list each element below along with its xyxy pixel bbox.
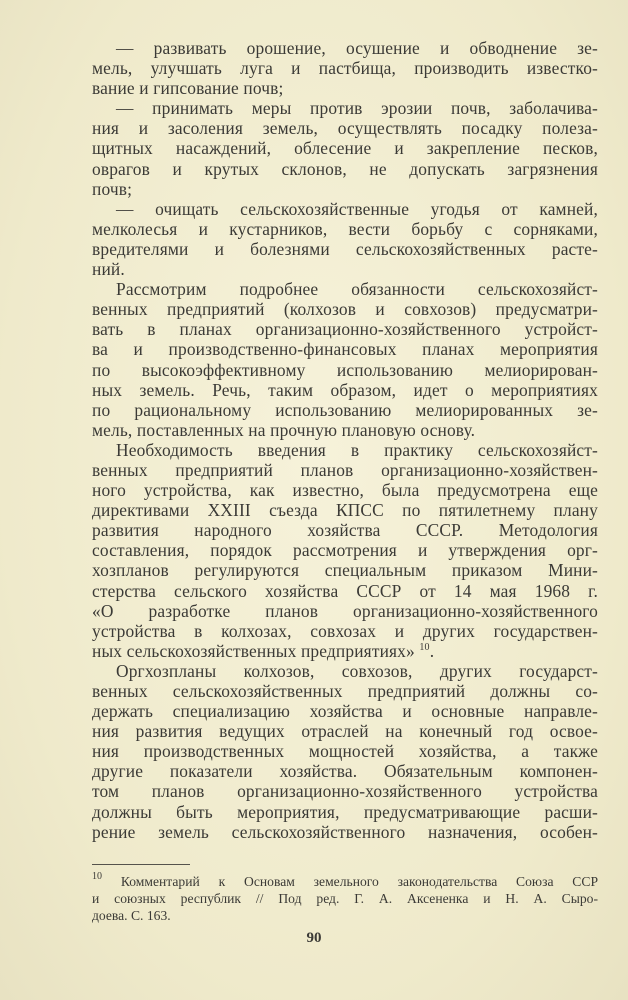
text-line (92, 460, 598, 480)
text-line (92, 319, 598, 339)
line-text: должны быть мероприятия, предусматривающие расши- (92, 801, 598, 822)
line-text: Оргхозпланы колхозов, совхозов, других государст- (116, 660, 598, 681)
text-line (92, 802, 598, 822)
line-text: — очищать сельскохозяйственные угодья от камней, (116, 198, 598, 219)
line-text: ния и засоления земель, осуществлять посадку полеза- (92, 118, 598, 139)
text-line (92, 78, 598, 98)
line-text: развития народного хозяйства СССР. Методология (92, 520, 598, 541)
text-line (92, 199, 598, 219)
footnote-line (92, 907, 598, 924)
text-line (92, 560, 598, 580)
line-text: венных предприятий (колхозов и совхозов) предусматри- (92, 299, 598, 320)
text-line (92, 38, 598, 58)
line-text: ных земель. Речь, таким образом, идет о мероприятиях (92, 379, 598, 400)
text-line (92, 581, 598, 601)
text-line (92, 380, 598, 400)
line-text: вание и гипсование почв; (92, 78, 284, 99)
footnote-text: доева. С. 163. (92, 908, 171, 923)
body-text (92, 38, 598, 842)
paragraph (92, 279, 598, 440)
line-text: директивами XXIII съезда КПСС по пятилетнему плану (92, 500, 598, 521)
line-text: ного устройства, как известно, была предусмотрена еще (92, 480, 598, 501)
text-line (92, 58, 598, 78)
paragraph (92, 199, 598, 279)
line-text: рение земель сельскохозяйственного назначения, особен- (92, 821, 598, 842)
line-text: — развивать орошение, осушение и обводнение зе- (116, 38, 598, 58)
text-line (92, 138, 598, 158)
text-line (92, 500, 598, 520)
text-line (92, 601, 598, 621)
line-text: оврагов и крутых склонов, не допускать загрязнения (92, 158, 598, 179)
footnote-line (92, 873, 598, 890)
paragraph (92, 661, 598, 842)
text-line (92, 540, 598, 560)
line-text: по высокоэффективному использованию мелиорирован- (92, 359, 598, 380)
text-line (92, 159, 598, 179)
paragraph (92, 98, 598, 198)
line-text: вредителями и болезнями сельскохозяйственных расте- (92, 238, 598, 259)
footnote-text: Комментарий к Основам земельного законодательства Союза ССР (120, 874, 599, 889)
line-text: по рациональному использованию мелиорированных зе- (92, 399, 598, 420)
footnote-divider (92, 864, 190, 865)
line-text: венных предприятий планов организационно-хозяйствен- (92, 459, 598, 480)
text-line (92, 219, 598, 239)
text-line (92, 339, 598, 359)
text-line (92, 681, 598, 701)
text-line (92, 621, 598, 641)
text-line (92, 259, 598, 279)
text-line (92, 661, 598, 681)
line-text: вать в планах организационно-хозяйственного устройст- (92, 319, 598, 340)
line-text: том планов организационно-хозяйственного устройства (92, 781, 598, 802)
line-text: Необходимость введения в практику сельскохозяйст- (116, 439, 598, 460)
text-line (92, 239, 598, 259)
line-text: мелколесья и кустарников, вести борьбу с сорняками, (92, 218, 598, 239)
text-line (92, 641, 598, 661)
line-text: хозпланов регулируются специальным приказом Мини- (92, 560, 598, 581)
text-line (92, 360, 598, 380)
footnote-reference: 10 (419, 641, 430, 653)
line-text: мель, улучшать луга и пастбища, производить известко- (92, 58, 598, 79)
line-text: ний. (92, 259, 125, 280)
text-line (92, 299, 598, 319)
text-line (92, 279, 598, 299)
line-text: — принимать меры против эрозии почв, заболачива- (116, 98, 598, 119)
line-text: ния развития ведущих отраслей на конечный год освое- (92, 721, 598, 742)
text-line (92, 118, 598, 138)
line-text: ва и производственно-финансовых планах мероприятия (92, 339, 598, 360)
text-line (92, 179, 598, 199)
line-text: держать специализацию хозяйства и основные направле- (92, 701, 598, 722)
footnote-text: и союзных республик // Под ред. Г. А. Аксененка и Н. А. Сыро- (92, 891, 598, 906)
line-text: Рассмотрим подробнее обязанности сельскохозяйст- (116, 279, 598, 300)
punctuation: . (429, 640, 435, 661)
text-line (92, 822, 598, 842)
line-text: устройства в колхозах, совхозах и других государствен- (92, 620, 598, 641)
line-text: стерства сельского хозяйства СССР от 14 мая 1968 г. (92, 580, 598, 601)
text-line (92, 741, 598, 761)
page-number: 90 (306, 930, 322, 946)
line-text: ных сельскохозяйственных предприятиях» (92, 640, 420, 661)
line-text: щитных насаждений, облесение и закрепление песков, (92, 138, 598, 159)
line-text: мель, поставленных на прочную плановую основу. (92, 419, 476, 440)
line-text: почв; (92, 178, 133, 199)
text-line (92, 520, 598, 540)
footnote-line (92, 890, 598, 907)
text-line (92, 440, 598, 460)
text-line (92, 400, 598, 420)
paragraph (92, 440, 598, 661)
footnote-number: 10 (92, 871, 102, 882)
text-line (92, 98, 598, 118)
text-line (92, 420, 598, 440)
line-text: «О разработке планов организационно-хозяйственного (92, 600, 598, 621)
text-line (92, 480, 598, 500)
line-text: венных сельскохозяйственных предприятий должны со- (92, 681, 598, 701)
text-line (92, 701, 598, 721)
line-text: другие показатели хозяйства. Обязательным компонен- (92, 761, 598, 782)
line-text: составления, порядок рассмотрения и утверждения орг- (92, 540, 598, 561)
text-line (92, 721, 598, 741)
line-text: ния производственных мощностей хозяйства, а также (92, 741, 598, 762)
paragraph (92, 38, 598, 98)
footnote (92, 873, 598, 924)
text-line (92, 761, 598, 781)
text-line (92, 781, 598, 801)
